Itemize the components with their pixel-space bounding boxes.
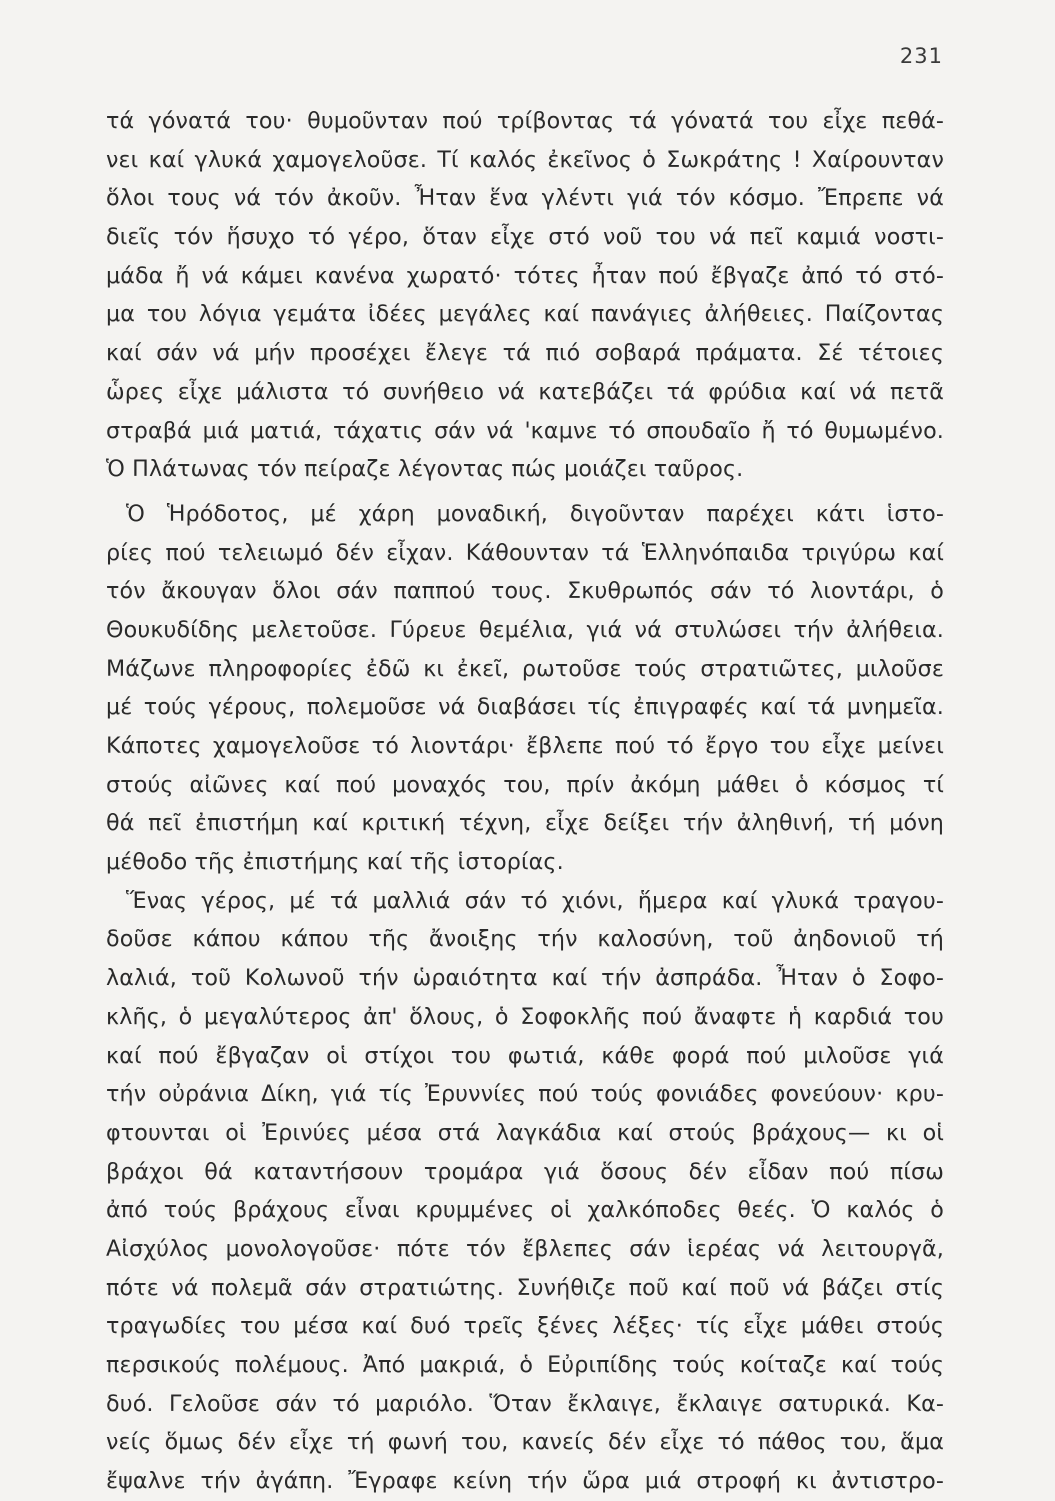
body-text xyxy=(106,102,944,1501)
text-line: ρίες πού τελειωμό δέν εἶχαν. Κάθουνταν τά Ἑλληνόπαιδα τριγύρω καί xyxy=(106,539,944,566)
text-line: Μάζωνε πληροφορίες ἐδῶ κι ἐκεῖ, ρωτοῦσε τούς στρατιῶτες, μιλοῦσε xyxy=(106,655,944,682)
paragraph-1 xyxy=(106,102,944,489)
text-line: νει καί γλυκά χαμογελοῦσε. Τί καλός ἐκεῖνος ὁ Σωκράτης ! Χαίρουνταν xyxy=(106,146,944,173)
text-line: ἔψαλνε τήν ἀγάπη. Ἔγραφε κείνη τήν ὥρα μιά στροφή κι ἀντιστρο- xyxy=(106,1468,944,1495)
text-line: Αἰσχύλος μονολογοῦσε· πότε τόν ἔβλεπες σάν ἱερέας νά λειτουργᾶ, xyxy=(106,1235,944,1262)
text-line: Κάποτες χαμογελοῦσε τό λιοντάρι· ἔβλεπε πού τό ἔργο του εἶχε μείνει xyxy=(106,733,944,759)
text-line: τόν ἄκουγαν ὅλοι σάν παππού τους. Σκυθρωπός σάν τό λιοντάρι, ὁ xyxy=(106,578,944,605)
text-line: στραβά μιά ματιά, τάχατις σάν νά 'καμνε τό σπουδαῖο ἤ τό θυμωμένο. xyxy=(106,417,944,444)
text-line: λαλιά, τοῦ Κολωνοῦ τήν ὡραιότητα καί τήν ἀσπράδα. Ἦταν ὁ Σοφο- xyxy=(106,965,944,992)
text-line: ὧρες εἶχε μάλιστα τό συνήθειο νά κατεβάζει τά φρύδια καί νά πετᾶ xyxy=(106,378,944,405)
text-line: νείς ὅμως δέν εἶχε τή φωνή του, κανείς δέν εἶχε τό πάθος του, ἅμα xyxy=(106,1429,944,1456)
text-line: Ὁ Ἡρόδοτος, μέ χάρη μοναδική, διγοῦνταν παρέχει κάτι ἱστο- xyxy=(126,500,944,527)
text-line: μέθοδο τῆς ἐπιστήμης καί τῆς ἱστορίας. xyxy=(106,849,564,876)
text-line: βράχοι θά καταντήσουν τρομάρα γιά ὅσους δέν εἶδαν πού πίσω xyxy=(106,1158,944,1185)
text-line: περσικούς πολέμους. Ἀπό μακριά, ὁ Εὐριπίδης τούς κοίταζε καί τούς xyxy=(106,1352,944,1378)
text-line: δοῦσε κάπου κάπου τῆς ἄνοιξης τήν καλοσύνη, τοῦ ἀηδονιοῦ τή xyxy=(106,926,944,953)
text-line: μέ τούς γέρους, πολεμοῦσε νά διαβάσει τίς ἐπιγραφές καί τά μνημεῖα. xyxy=(106,694,944,721)
text-line: θά πεῖ ἐπιστήμη καί κριτική τέχνη, εἶχε δείξει τήν ἀληθινή, τή μόνη xyxy=(106,810,944,837)
page-number: 231 xyxy=(899,44,943,68)
text-line: φτουνται οἱ Ἐρινύες μέσα στά λαγκάδια καί στούς βράχους— κι οἱ xyxy=(106,1119,944,1146)
text-line: ὅλοι τους νά τόν ἀκοῦν. Ἦταν ἕνα γλέντι γιά τόν κόσμο. Ἔπρεπε νά xyxy=(106,185,944,212)
text-line: Θουκυδίδης μελετοῦσε. Γύρευε θεμέλια, γιά νά στυλώσει τήν ἀλήθεια. xyxy=(106,616,944,643)
text-line: ἀπό τούς βράχους εἶναι κρυμμένες οἱ χαλκόποδες θεές. Ὁ καλός ὁ xyxy=(106,1197,944,1224)
text-line: Ἕνας γέρος, μέ τά μαλλιά σάν τό χιόνι, ἥμερα καί γλυκά τραγου- xyxy=(126,887,944,914)
text-line: στούς αἰῶνες καί πού μοναχός του, πρίν ἀκόμη μάθει ὁ κόσμος τί xyxy=(106,771,944,798)
text-line: καί σάν νά μήν προσέχει ἔλεγε τά πιό σοβαρά πράματα. Σέ τέτοιες xyxy=(106,340,944,367)
text-line: τά γόνατά του· θυμοῦνταν πού τρίβοντας τά γόνατά του εἶχε πεθά- xyxy=(106,108,944,134)
paragraph-3 xyxy=(106,882,944,1501)
text-line: μα του λόγια γεμάτα ἰδέες μεγάλες καί πανάγιες ἀλήθειες. Παίζοντας xyxy=(106,301,944,328)
text-line: διεῖς τόν ἥσυχο τό γέρο, ὅταν εἶχε στό νοῦ του νά πεῖ καμιά νοστι- xyxy=(106,224,944,251)
paragraph-2 xyxy=(106,495,944,882)
text-line: τήν οὐράνια Δίκη, γιά τίς Ἐρυννίες πού τούς φονιάδες φονεύουν· κρυ- xyxy=(106,1081,944,1108)
text-line: κλῆς, ὁ μεγαλύτερος ἀπ' ὅλους, ὁ Σοφοκλῆς πού ἄναφτε ἡ καρδιά του xyxy=(106,1003,944,1030)
text-line: τραγωδίες του μέσα καί δυό τρεῖς ξένες λέξες· τίς εἶχε μάθει στούς xyxy=(106,1313,944,1340)
text-line: δυό. Γελοῦσε σάν τό μαριόλο. Ὅταν ἔκλαιγε, ἔκλαιγε σατυρικά. Κα- xyxy=(106,1390,944,1417)
text-line: καί πού ἔβγαζαν οἱ στίχοι του φωτιά, κάθε φορά πού μιλοῦσε γιά xyxy=(106,1042,944,1069)
text-line: πότε νά πολεμᾶ σάν στρατιώτης. Συνήθιζε ποῦ καί ποῦ νά βάζει στίς xyxy=(106,1274,944,1301)
text-line: μάδα ἤ νά κάμει κανένα χωρατό· τότες ἦταν πού ἔβγαζε ἀπό τό στό- xyxy=(106,262,944,289)
text-line: Ὁ Πλάτωνας τόν πείραζε λέγοντας πώς μοιάζει ταῦρος. xyxy=(106,456,744,483)
